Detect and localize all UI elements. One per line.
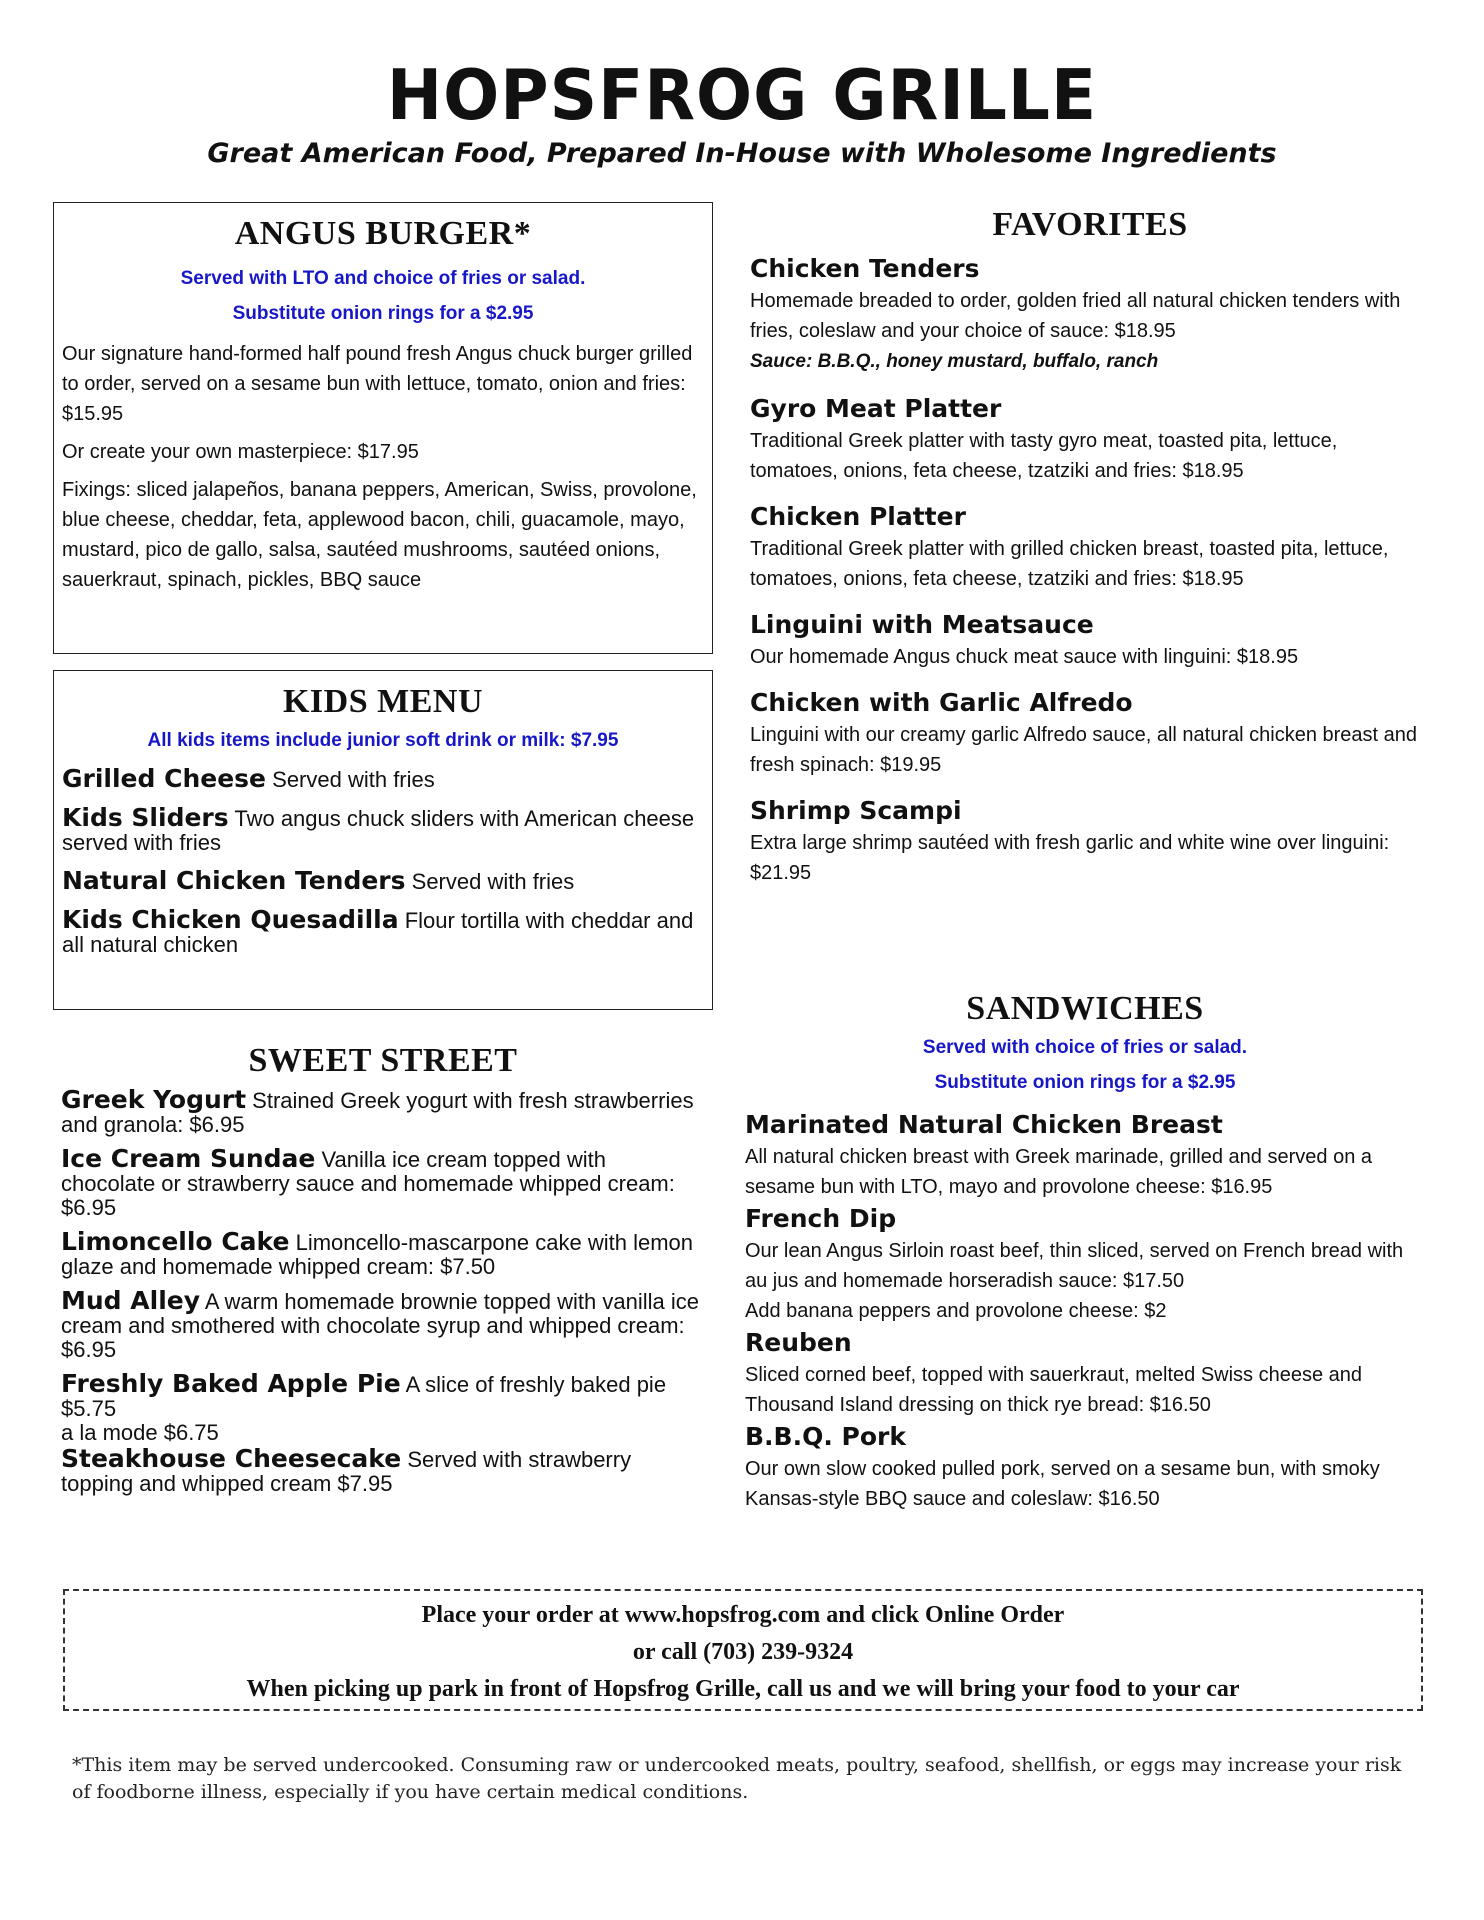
list-item bbox=[750, 252, 1430, 378]
item-description: Served with strawberry topping and whipped cream $7.95 bbox=[61, 1447, 632, 1496]
item-description: Two angus chuck sliders with American cheese served with fries bbox=[62, 806, 695, 855]
list-item bbox=[750, 500, 1430, 594]
angus-burger-section bbox=[53, 202, 713, 654]
angus-description: Our signature hand-formed half pound fresh Angus chuck burger grilled to order, served on a sesame bun with lettuce, tomato, onion and fries: $15.95 bbox=[62, 343, 693, 425]
item-name: Chicken with Garlic Alfredo bbox=[750, 688, 1133, 717]
disclaimer: *This item may be served undercooked. Consuming raw or undercooked meats, poultry, seafood, shellfish, or eggs may increase your risk of foodborne illness, especially if you have certain medical conditions. bbox=[72, 1754, 1402, 1803]
item-name: Marinated Natural Chicken Breast bbox=[745, 1110, 1223, 1139]
angus-create-your-own: Or create your own masterpiece: $17.95 bbox=[62, 441, 419, 463]
item-name: Kids Sliders bbox=[62, 803, 229, 832]
list-item bbox=[61, 1144, 705, 1220]
favorites-section bbox=[750, 206, 1430, 902]
item-description: Traditional Greek platter with tasty gyro meat, toasted pita, lettuce, tomatoes, onions, feta cheese, tzatziki and fries: $18.95 bbox=[750, 430, 1338, 482]
item-name: Freshly Baked Apple Pie bbox=[61, 1369, 401, 1398]
list-item bbox=[62, 803, 704, 855]
item-name: Kids Chicken Quesadilla bbox=[62, 905, 399, 934]
item-description: Homemade breaded to order, golden fried all natural chicken tenders with fries, coleslaw and your choice of sauce: $18.95 bbox=[750, 290, 1401, 342]
order-line-pickup: When picking up park in front of Hopsfrog Grille, call us and we will bring your food to your car bbox=[246, 1676, 1240, 1702]
item-extra: a la mode $6.75 bbox=[61, 1420, 219, 1445]
order-line-website: Place your order at www.hopsfrog.com and click Online Order bbox=[421, 1602, 1065, 1628]
list-item bbox=[62, 905, 704, 957]
item-name: Chicken Tenders bbox=[750, 254, 980, 283]
list-item bbox=[61, 1369, 705, 1445]
item-name: Limoncello Cake bbox=[61, 1227, 290, 1256]
list-item bbox=[62, 866, 704, 895]
item-name: Chicken Platter bbox=[750, 502, 966, 531]
item-description: Strained Greek yogurt with fresh strawberries and granola: $6.95 bbox=[61, 1088, 694, 1137]
list-item bbox=[61, 1444, 705, 1496]
sandwiches-section bbox=[745, 990, 1425, 1514]
sandwiches-note-2: Substitute onion rings for a $2.95 bbox=[934, 1072, 1236, 1093]
order-info-box bbox=[63, 1589, 1423, 1711]
item-name: Gyro Meat Platter bbox=[750, 394, 1002, 423]
item-description: Extra large shrimp sautéed with fresh garlic and white wine over linguini: $21.95 bbox=[750, 832, 1390, 884]
menu-header bbox=[0, 55, 1484, 169]
item-name: Shrimp Scampi bbox=[750, 796, 962, 825]
item-description: Served with fries bbox=[411, 869, 575, 894]
item-description: Sliced corned beef, topped with sauerkraut, melted Swiss cheese and Thousand Island dressing on thick rye bread: $16.50 bbox=[745, 1364, 1363, 1416]
item-name: Mud Alley bbox=[61, 1286, 201, 1315]
angus-fixings: Fixings: sliced jalapeños, banana peppers, American, Swiss, provolone, blue cheese, cheddar, feta, applewood bacon, chili, guacamole, mayo, mustard, pico de gallo, salsa, sautéed mushrooms, sautéed onions, sauerkraut, spinach, pickles, BBQ sauce bbox=[62, 479, 697, 591]
item-description: Served with fries bbox=[272, 767, 435, 792]
item-description: Flour tortilla with cheddar and all natural chicken bbox=[62, 908, 694, 957]
order-line-phone: or call (703) 239-9324 bbox=[632, 1639, 854, 1665]
list-item bbox=[750, 686, 1430, 780]
item-name: French Dip bbox=[745, 1204, 897, 1233]
list-item bbox=[61, 1085, 705, 1137]
item-name: Linguini with Meatsauce bbox=[750, 610, 1094, 639]
list-item bbox=[745, 1108, 1425, 1202]
restaurant-title: HOPSFROG GRILLE bbox=[386, 55, 1098, 136]
angus-note-2: Substitute onion rings for a $2.95 bbox=[232, 303, 534, 324]
item-description: Our lean Angus Sirloin roast beef, thin sliced, served on French bread with au jus and homemade horseradish sauce: $17.50 bbox=[745, 1240, 1404, 1292]
item-name: Steakhouse Cheesecake bbox=[61, 1444, 402, 1473]
list-item bbox=[750, 392, 1430, 486]
list-item bbox=[745, 1326, 1425, 1420]
list-item bbox=[750, 608, 1430, 672]
item-name: Reuben bbox=[745, 1328, 852, 1357]
section-title-favorites: FAVORITES bbox=[992, 206, 1188, 243]
item-name: Natural Chicken Tenders bbox=[62, 866, 406, 895]
item-price: $5.75 bbox=[61, 1396, 117, 1421]
tagline: Great American Food, Prepared In-House with Wholesome Ingredients bbox=[207, 138, 1277, 169]
item-description: Our own slow cooked pulled pork, served on a sesame bun, with smoky Kansas-style BBQ sauce and coleslaw: $16.50 bbox=[745, 1458, 1380, 1510]
item-name: Grilled Cheese bbox=[62, 764, 267, 793]
section-title-sweet: SWEET STREET bbox=[248, 1042, 518, 1079]
list-item bbox=[745, 1420, 1425, 1514]
section-title-angus: ANGUS BURGER* bbox=[234, 215, 532, 252]
item-description: Limoncello-mascarpone cake with lemon glaze and homemade whipped cream: $7.50 bbox=[61, 1230, 693, 1279]
list-item bbox=[745, 1202, 1425, 1326]
item-description: Linguini with our creamy garlic Alfredo sauce, all natural chicken breast and fresh spinach: $19.95 bbox=[750, 724, 1418, 776]
item-name: Ice Cream Sundae bbox=[61, 1144, 316, 1173]
kids-note: All kids items include junior soft drink or milk: $7.95 bbox=[147, 730, 619, 751]
list-item bbox=[750, 794, 1430, 888]
kids-menu-section bbox=[53, 670, 713, 1010]
item-description: All natural chicken breast with Greek marinade, grilled and served on a sesame bun with LTO, mayo and provolone cheese: $16.95 bbox=[745, 1146, 1372, 1198]
item-description: A warm homemade brownie topped with vanilla ice cream and smothered with chocolate syrup and whipped cream: $6.95 bbox=[61, 1289, 699, 1362]
item-extra: Add banana peppers and provolone cheese: $2 bbox=[745, 1300, 1167, 1322]
sandwiches-note-1: Served with choice of fries or salad. bbox=[922, 1037, 1248, 1058]
section-title-sandwiches: SANDWICHES bbox=[966, 990, 1204, 1027]
list-item bbox=[61, 1227, 705, 1279]
list-item bbox=[61, 1286, 705, 1362]
item-note: Sauce: B.B.Q., honey mustard, buffalo, ranch bbox=[750, 351, 1159, 372]
item-name: Greek Yogurt bbox=[61, 1085, 247, 1114]
section-title-kids: KIDS MENU bbox=[282, 683, 484, 720]
sweet-street-section bbox=[53, 1042, 713, 1506]
item-description: Our homemade Angus chuck meat sauce with linguini: $18.95 bbox=[750, 646, 1299, 668]
item-description: Traditional Greek platter with grilled chicken breast, toasted pita, lettuce, tomatoes, onions, feta cheese, tzatziki and fries: $18.95 bbox=[750, 538, 1389, 590]
list-item bbox=[62, 764, 704, 793]
item-name: B.B.Q. Pork bbox=[745, 1422, 907, 1451]
item-description: A slice of freshly baked pie bbox=[405, 1372, 667, 1397]
angus-note-1: Served with LTO and choice of fries or salad. bbox=[180, 268, 586, 289]
item-description: Vanilla ice cream topped with chocolate or strawberry sauce and homemade whipped cream: $6.95 bbox=[61, 1147, 675, 1220]
